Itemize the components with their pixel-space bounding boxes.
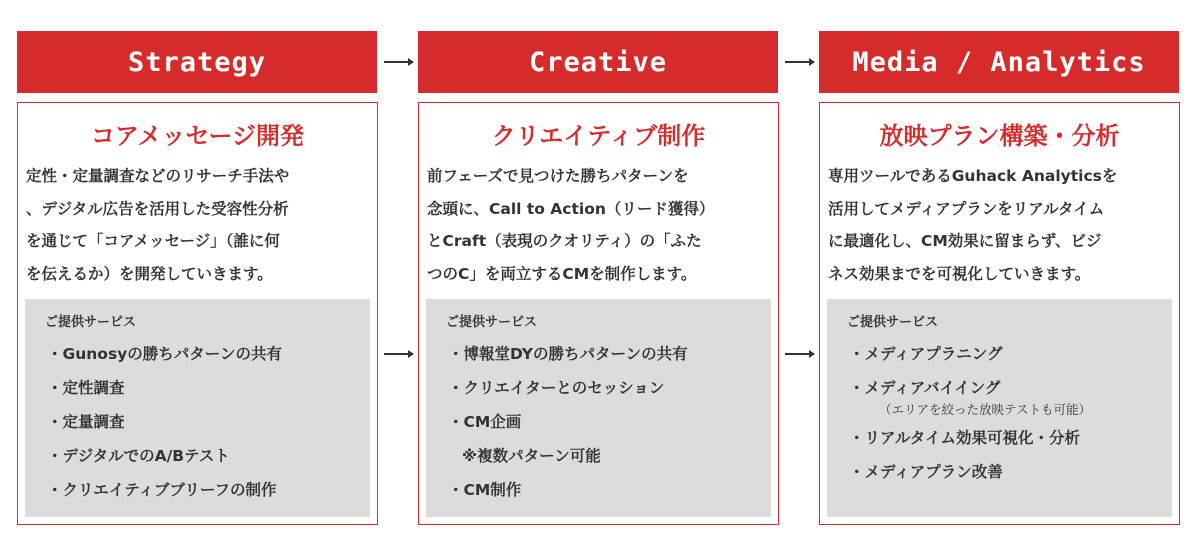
services-heading: ご提供サービス — [45, 315, 137, 330]
creative-card — [418, 102, 779, 525]
service-item: ・クリエイターとのセッション — [448, 379, 665, 397]
creative-services-list — [448, 337, 765, 507]
services-arrow-icon — [384, 353, 413, 355]
services-arrow-icon — [785, 353, 814, 355]
description-line: つのC」を両立するCMを制作します。 — [427, 264, 697, 283]
services-heading: ご提供サービス — [446, 315, 538, 330]
media-analytics-services-list — [849, 337, 1166, 489]
header-arrow-icon — [384, 61, 413, 63]
strategy-card — [17, 102, 378, 525]
service-item: ・博報堂DYの勝ちパターンの共有 — [448, 345, 688, 363]
service-item-note: （エリアを絞った放映テストも可能） — [879, 402, 1092, 417]
service-item: ・Gunosyの勝ちパターンの共有 — [47, 345, 282, 363]
service-item: ・デジタルでのA/Bテスト — [47, 447, 230, 465]
creative-title: クリエイティブ制作 — [491, 122, 706, 150]
strategy-description — [26, 160, 371, 290]
media-analytics-header: Media / Analytics — [819, 31, 1179, 93]
media-analytics-services-box — [827, 299, 1172, 517]
service-item: ・クリエイティブブリーフの制作 — [47, 481, 277, 499]
services-heading: ご提供サービス — [847, 315, 939, 330]
description-line: 活用してメディアプランをリアルタイム — [828, 199, 1105, 218]
description-line: ネス効果までを可視化していきます。 — [828, 264, 1091, 283]
creative-description — [427, 160, 772, 290]
description-line: とCraft（表現のクオリティ）の「ふた — [427, 232, 702, 250]
strategy-services-box — [25, 299, 370, 517]
strategy-services-list — [47, 337, 364, 507]
strategy-title: コアメッセージ開発 — [90, 122, 305, 150]
service-item: ・CM企画 — [448, 413, 522, 431]
service-item: ・リアルタイム効果可視化・分析 — [849, 429, 1080, 447]
media-analytics-title: 放映プラン構築・分析 — [879, 122, 1120, 150]
description-line: を通じて「コアメッセージ」（誰に何 — [26, 232, 280, 250]
description-line: 定性・定量調査などのリサーチ手法や — [26, 167, 290, 185]
description-line: 念頭に、Call to Action（リード獲得） — [427, 199, 715, 218]
description-line: を伝えるか）を開発していきます。 — [26, 264, 273, 283]
media-analytics-description — [828, 160, 1173, 290]
header-arrow-icon — [785, 61, 814, 63]
description-line: に最適化し、CM効果に留まらず、ビジ — [828, 232, 1102, 250]
service-item: ・メディアプラン改善 — [849, 463, 1003, 481]
media-analytics-card — [819, 102, 1180, 525]
service-item: ・CM制作 — [448, 481, 522, 499]
service-item: ・メディアバイイング — [849, 379, 1001, 397]
creative-header: Creative — [418, 31, 778, 93]
service-item: ・定性調査 — [47, 379, 125, 397]
strategy-header: Strategy — [17, 31, 377, 93]
service-item: ・メディアプラニング — [849, 345, 1003, 363]
description-line: 、デジタル広告を活用した受容性分析 — [26, 199, 289, 218]
service-item: ・定量調査 — [47, 413, 125, 431]
creative-services-box — [426, 299, 771, 517]
description-line: 前フェーズで見つけた勝ちパターンを — [427, 167, 689, 185]
description-line: 専用ツールであるGuhack Analyticsを — [828, 167, 1118, 185]
service-item-note: ※複数パターン可能 — [462, 447, 601, 465]
